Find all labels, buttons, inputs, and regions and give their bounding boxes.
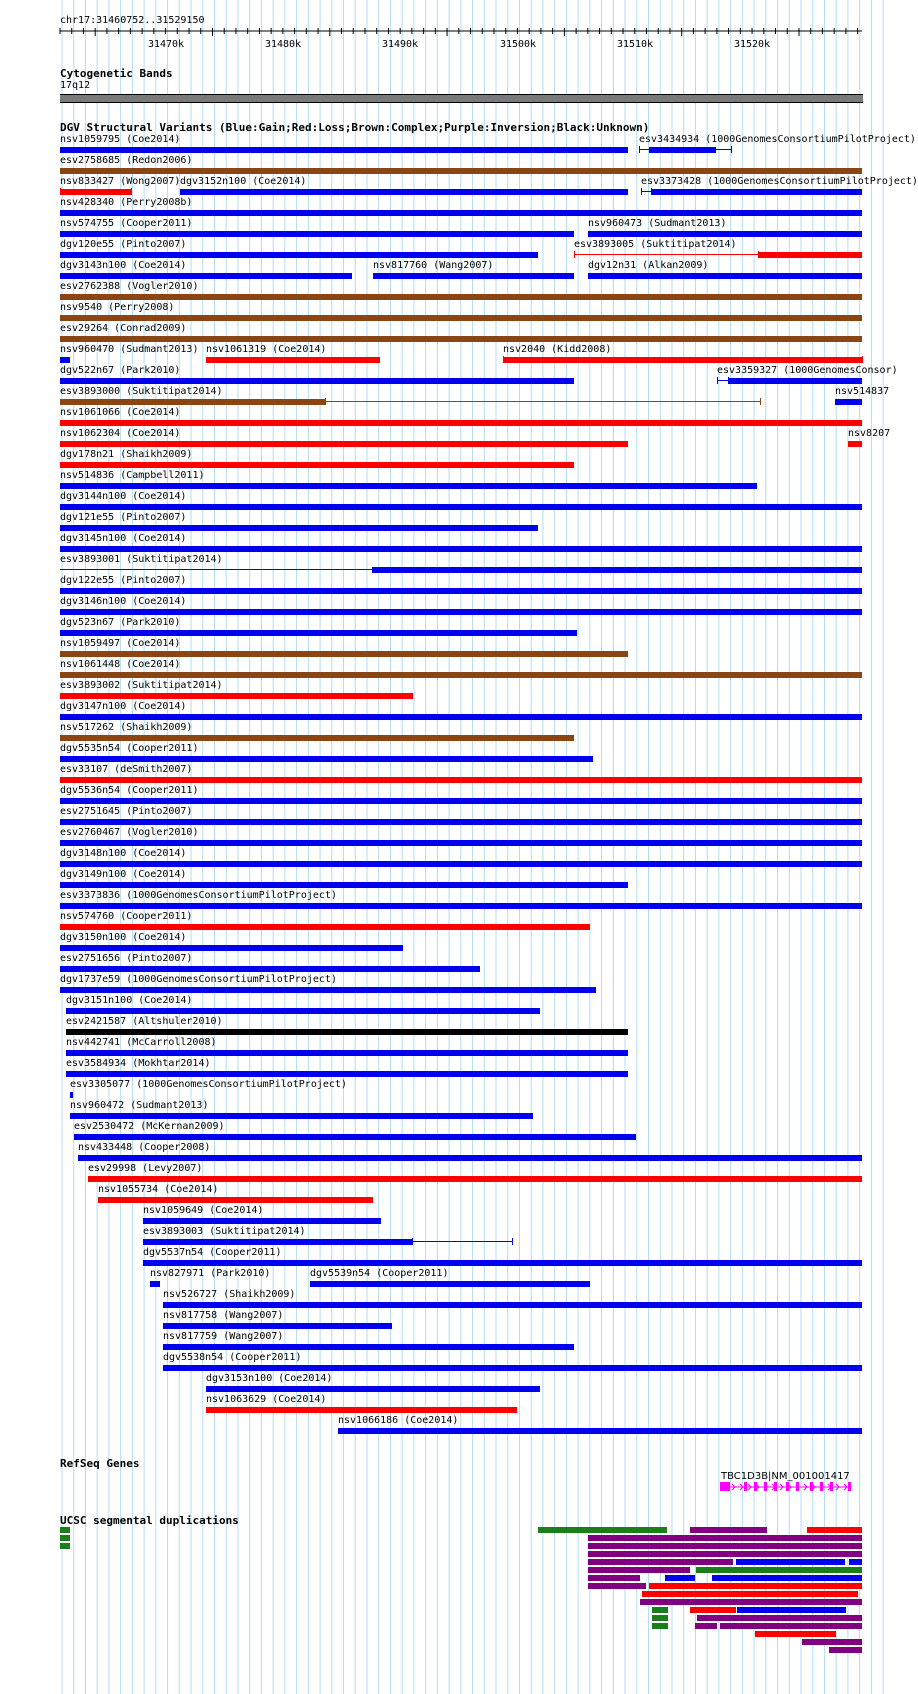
variant-label[interactable]: nsv1062304 (Coe2014) [60,428,181,439]
variant-bar[interactable] [60,840,862,846]
cytoband-label: 17q12 [60,80,91,91]
segdup-block[interactable] [588,1567,690,1573]
variant-bar[interactable] [758,252,862,258]
variant-label[interactable]: nsv574755 (Cooper2011) [60,218,193,229]
variant-label[interactable]: nsv9540 (Perry2008) [60,302,175,313]
variant-label[interactable]: nsv817758 (Wang2007) [163,1310,284,1321]
segdup-block[interactable] [588,1583,646,1589]
segdup-block[interactable] [588,1543,862,1549]
variant-label[interactable]: dgv12n31 (Alkan2009) [588,260,709,271]
segdup-block[interactable] [538,1527,667,1533]
segdup-block[interactable] [695,1623,717,1629]
variant-label[interactable]: dgv5538n54 (Cooper2011) [163,1352,302,1363]
variant-label[interactable]: nsv2040 (Kidd2008) [503,344,612,355]
variant-label[interactable]: esv2760467 (Vogler2010) [60,827,199,838]
variant-label[interactable]: nsv1059497 (Coe2014) [60,638,181,649]
variant-label[interactable]: esv2751656 (Pinto2007) [60,953,193,964]
variant-bar[interactable] [60,735,574,741]
variant-bar[interactable] [60,462,574,468]
variant-label[interactable]: esv29998 (Levy2007) [88,1163,203,1174]
variant-label[interactable]: nsv514837 [835,386,890,397]
variant-bar[interactable] [163,1302,862,1308]
variant-label[interactable]: nsv428340 (Perry2008b) [60,197,193,208]
variant-bar[interactable] [66,1008,540,1014]
variant-span-cap [131,188,132,195]
variant-bar[interactable] [60,882,628,888]
ruler-tick-label: 31510k [616,39,654,50]
variant-bar[interactable] [728,378,862,384]
variant-bar[interactable] [60,210,862,216]
variant-bar[interactable] [60,987,596,993]
variant-label[interactable]: esv3893001 (Suktitipat2014) [60,554,223,565]
variant-bar[interactable] [70,1092,73,1098]
gene-exon [720,1482,730,1491]
variant-span-line[interactable] [412,1241,512,1242]
variant-label[interactable]: nsv1063629 (Coe2014) [206,1394,327,1405]
variant-label[interactable]: esv3359327 (1000GenomesConsor) [717,365,898,376]
variant-bar[interactable] [60,945,403,951]
variant-label[interactable]: nsv8207 [848,428,891,439]
gene-label[interactable]: TBC1D3B|NM_001001417 [721,1471,850,1482]
variant-label[interactable]: esv3893002 (Suktitipat2014) [60,680,223,691]
segdup-block[interactable] [588,1551,862,1557]
variant-bar[interactable] [60,420,862,426]
variant-bar[interactable] [651,189,862,195]
variant-label[interactable]: dgv3148n100 (Coe2014) [60,848,187,859]
variant-bar[interactable] [143,1239,412,1245]
variant-bar[interactable] [60,672,862,678]
variant-label[interactable]: nsv817759 (Wang2007) [163,1331,284,1342]
variant-label[interactable]: esv3305077 (1000GenomesConsortiumPilotProject) [70,1079,347,1090]
segdup-block[interactable] [60,1527,70,1533]
variant-label[interactable]: esv2762388 (Vogler2010) [60,281,199,292]
segdup-block[interactable] [649,1583,862,1589]
variant-bar[interactable] [74,1134,636,1140]
variant-label[interactable]: dgv121e55 (Pinto2007) [60,512,187,523]
ruler-tick-label: 31470k [147,39,185,50]
variant-bar[interactable] [98,1197,373,1203]
variant-bar[interactable] [835,399,862,405]
variant-label[interactable]: nsv1061319 (Coe2014) [206,344,327,355]
variant-label[interactable]: nsv1055734 (Coe2014) [98,1184,219,1195]
variant-bar[interactable] [60,609,862,615]
gene-tbc1d3b[interactable] [720,1481,860,1493]
segdup-block[interactable] [755,1631,836,1637]
variant-label[interactable]: nsv960473 (Sudmant2013) [588,218,727,229]
variant-label[interactable]: nsv1061448 (Coe2014) [60,659,181,670]
variant-bar[interactable] [60,504,862,510]
variant-bar[interactable] [78,1155,862,1161]
variant-span-cap [731,146,732,153]
variant-bar[interactable] [338,1428,862,1434]
variant-label[interactable]: nsv517262 (Shaikh2009) [60,722,193,733]
variant-label[interactable]: dgv5537n54 (Cooper2011) [143,1247,282,1258]
variant-bar[interactable] [60,315,862,321]
variant-bar[interactable] [150,1281,160,1287]
variant-span-line[interactable] [641,191,651,192]
segdup-block[interactable] [697,1615,862,1621]
segdup-block[interactable] [60,1543,70,1549]
variant-label[interactable]: esv3373836 (1000GenomesConsortiumPilotProject) [60,890,337,901]
variant-span-cap [862,356,863,363]
variant-label[interactable]: dgv120e55 (Pinto2007) [60,239,187,250]
variant-label[interactable]: dgv3153n100 (Coe2014) [206,1373,333,1384]
variant-bar[interactable] [60,777,862,783]
variant-bar[interactable] [60,756,593,762]
variant-bar[interactable] [163,1344,574,1350]
variant-bar[interactable] [60,546,862,552]
variant-bar[interactable] [66,1071,628,1077]
ruler-tick-label: 31520k [733,39,771,50]
variant-bar[interactable] [60,189,131,195]
variant-bar[interactable] [60,273,352,279]
variant-span-cap [760,398,761,405]
variant-label[interactable]: nsv574760 (Cooper2011) [60,911,193,922]
variant-label[interactable]: esv33107 (deSmith2007) [60,764,193,775]
variant-span-cap [639,146,640,153]
variant-bar[interactable] [60,441,628,447]
variant-label[interactable]: nsv442741 (McCarroll2008) [66,1037,217,1048]
variant-label[interactable]: dgv122e55 (Pinto2007) [60,575,187,586]
gene-exon [848,1482,851,1491]
cytoband-17q12[interactable] [60,94,863,103]
variant-bar[interactable] [848,441,862,447]
variant-label[interactable]: esv29264 (Conrad2009) [60,323,187,334]
variant-span-line[interactable] [717,380,728,381]
dgv-track-title: DGV Structural Variants (Blue:Gain;Red:Loss;Brown:Complex;Purple:Inversion;Black:Unknown) [60,121,650,134]
variant-bar[interactable] [60,252,538,258]
variant-bar[interactable] [70,1113,533,1119]
variant-label[interactable]: dgv5539n54 (Cooper2011) [310,1268,449,1279]
variant-bar[interactable] [649,147,716,153]
segdup-block[interactable] [736,1559,845,1565]
ruler [0,24,890,50]
segdup-block[interactable] [652,1607,668,1613]
variant-span-cap [512,1238,513,1245]
variant-label[interactable]: dgv178n21 (Shaikh2009) [60,449,193,460]
variant-bar[interactable] [60,966,480,972]
variant-bar[interactable] [66,1050,628,1056]
variant-label[interactable]: nsv833427 (Wong2007) [60,176,181,187]
variant-label[interactable]: esv3434934 (1000GenomesConsortiumPilotProject) [639,134,916,145]
variant-label[interactable]: esv2758685 (Redon2006) [60,155,193,166]
variant-label[interactable]: dgv3146n100 (Coe2014) [60,596,187,607]
segdup-block[interactable] [588,1575,640,1581]
variant-label[interactable]: esv3893003 (Suktitipat2014) [143,1226,306,1237]
variant-label[interactable]: nsv817760 (Wang2007) [373,260,494,271]
variant-bar[interactable] [373,273,574,279]
variant-bar[interactable] [588,231,862,237]
variant-bar[interactable] [60,357,70,363]
segdup-block[interactable] [652,1623,668,1629]
variant-bar[interactable] [60,651,628,657]
variant-bar[interactable] [60,231,574,237]
variant-label[interactable]: esv2751645 (Pinto2007) [60,806,193,817]
variant-label[interactable]: nsv1061066 (Coe2014) [60,407,181,418]
variant-label[interactable]: dgv3144n100 (Coe2014) [60,491,187,502]
variant-label[interactable]: nsv433448 (Cooper2008) [78,1142,211,1153]
segdup-block[interactable] [720,1623,862,1629]
variant-label[interactable]: nsv526727 (Shaikh2009) [163,1289,296,1300]
segdup-block[interactable] [849,1559,862,1565]
gene-exon [744,1482,747,1491]
variant-label[interactable]: dgv5535n54 (Cooper2011) [60,743,199,754]
ruler-tick-label: 31490k [381,39,419,50]
variant-bar[interactable] [60,483,757,489]
variant-bar[interactable] [60,147,628,153]
variant-bar[interactable] [503,357,862,363]
variant-label[interactable]: esv3373428 (1000GenomesConsortiumPilotProject) [641,176,918,187]
variant-label[interactable]: dgv3143n100 (Coe2014) [60,260,187,271]
variant-bar[interactable] [60,525,538,531]
variant-bar[interactable] [372,567,862,573]
variant-span-cap [412,1238,413,1245]
variant-label[interactable]: nsv827971 (Park2010) [150,1268,271,1279]
variant-bar[interactable] [66,1029,628,1035]
variant-bar[interactable] [60,798,862,804]
segdup-block[interactable] [737,1607,846,1613]
variant-bar[interactable] [60,924,590,930]
segdup-block[interactable] [588,1559,733,1565]
variant-label[interactable]: dgv523n67 (Park2010) [60,617,181,628]
variant-span-line[interactable] [574,254,758,255]
variant-label[interactable]: dgv3147n100 (Coe2014) [60,701,187,712]
variant-label[interactable]: esv3893005 (Suktitipat2014) [574,239,737,250]
variant-bar[interactable] [60,378,574,384]
variant-span-line[interactable] [325,401,760,402]
variant-label[interactable]: nsv514836 (Campbell2011) [60,470,205,481]
variant-label[interactable]: nsv1059795 (Coe2014) [60,134,181,145]
variant-bar[interactable] [180,189,628,195]
variant-span-cap [717,377,718,384]
variant-label[interactable]: dgv3151n100 (Coe2014) [66,995,193,1006]
variant-bar[interactable] [163,1365,862,1371]
segdup-block[interactable] [588,1535,862,1541]
ruler-tick-label: 31500k [499,39,537,50]
segdup-block[interactable] [696,1567,862,1573]
segdup-block[interactable] [829,1647,862,1653]
variant-bar[interactable] [206,1407,517,1413]
variant-bar[interactable] [206,1386,540,1392]
variant-bar[interactable] [60,714,862,720]
variant-bar[interactable] [60,336,862,342]
variant-label[interactable]: esv2421587 (Altshuler2010) [66,1016,223,1027]
variant-bar[interactable] [588,273,862,279]
variant-bar[interactable] [60,630,577,636]
variant-bar[interactable] [60,168,862,174]
segdup-block[interactable] [60,1535,70,1541]
segdup-block[interactable] [652,1615,668,1621]
variant-bar[interactable] [60,903,862,909]
variant-label[interactable]: nsv960472 (Sudmant2013) [70,1100,209,1111]
variant-span-line[interactable] [60,569,372,570]
variant-label[interactable]: dgv3145n100 (Coe2014) [60,533,187,544]
variant-label[interactable]: nsv1059649 (Coe2014) [143,1205,264,1216]
variant-label[interactable]: dgv3150n100 (Coe2014) [60,932,187,943]
segdup-block[interactable] [712,1575,862,1581]
variant-bar[interactable] [206,357,380,363]
variant-bar[interactable] [60,588,862,594]
variant-span-cap [325,398,326,405]
variant-span-cap [574,251,575,258]
ruler-tick-label: 31480k [264,39,302,50]
variant-label[interactable]: dgv5536n54 (Cooper2011) [60,785,199,796]
segdup-block[interactable] [690,1527,767,1533]
segdup-block[interactable] [642,1591,858,1597]
variant-label[interactable]: dgv1737e59 (1000GenomesConsortiumPilotProject) [60,974,337,985]
cytoband-title: Cytogenetic Bands [60,67,173,80]
segdup-block[interactable] [690,1607,736,1613]
variant-bar[interactable] [310,1281,590,1287]
segdup-block[interactable] [640,1599,862,1605]
variant-label[interactable]: esv3893000 (Suktitipat2014) [60,386,223,397]
refseq-track-title: RefSeq Genes [60,1457,140,1470]
variant-bar[interactable] [60,861,862,867]
variant-label[interactable]: esv3584934 (Mokhtar2014) [66,1058,211,1069]
variant-bar[interactable] [60,693,413,699]
segdup-track-title: UCSC segmental duplications [60,1514,239,1527]
segdup-block[interactable] [807,1527,862,1533]
variant-span-cap [641,188,642,195]
variant-label[interactable]: nsv1066186 (Coe2014) [338,1415,459,1426]
variant-label[interactable]: esv2530472 (McKernan2009) [74,1121,225,1132]
segdup-block[interactable] [665,1575,695,1581]
variant-bar[interactable] [60,819,862,825]
variant-bar[interactable] [143,1218,381,1224]
variant-bar[interactable] [60,399,325,405]
variant-bar[interactable] [60,294,862,300]
variant-label[interactable]: nsv960470 (Sudmant2013) [60,344,199,355]
variant-bar[interactable] [163,1323,392,1329]
variant-label[interactable]: dgv3152n100 (Coe2014) [180,176,307,187]
variant-label[interactable]: dgv522n67 (Park2010) [60,365,181,376]
variant-bar[interactable] [88,1176,862,1182]
segdup-block[interactable] [802,1639,862,1645]
position-label: chr17:31460752..31529150 [60,15,205,26]
variant-bar[interactable] [143,1260,862,1266]
variant-label[interactable]: dgv3149n100 (Coe2014) [60,869,187,880]
